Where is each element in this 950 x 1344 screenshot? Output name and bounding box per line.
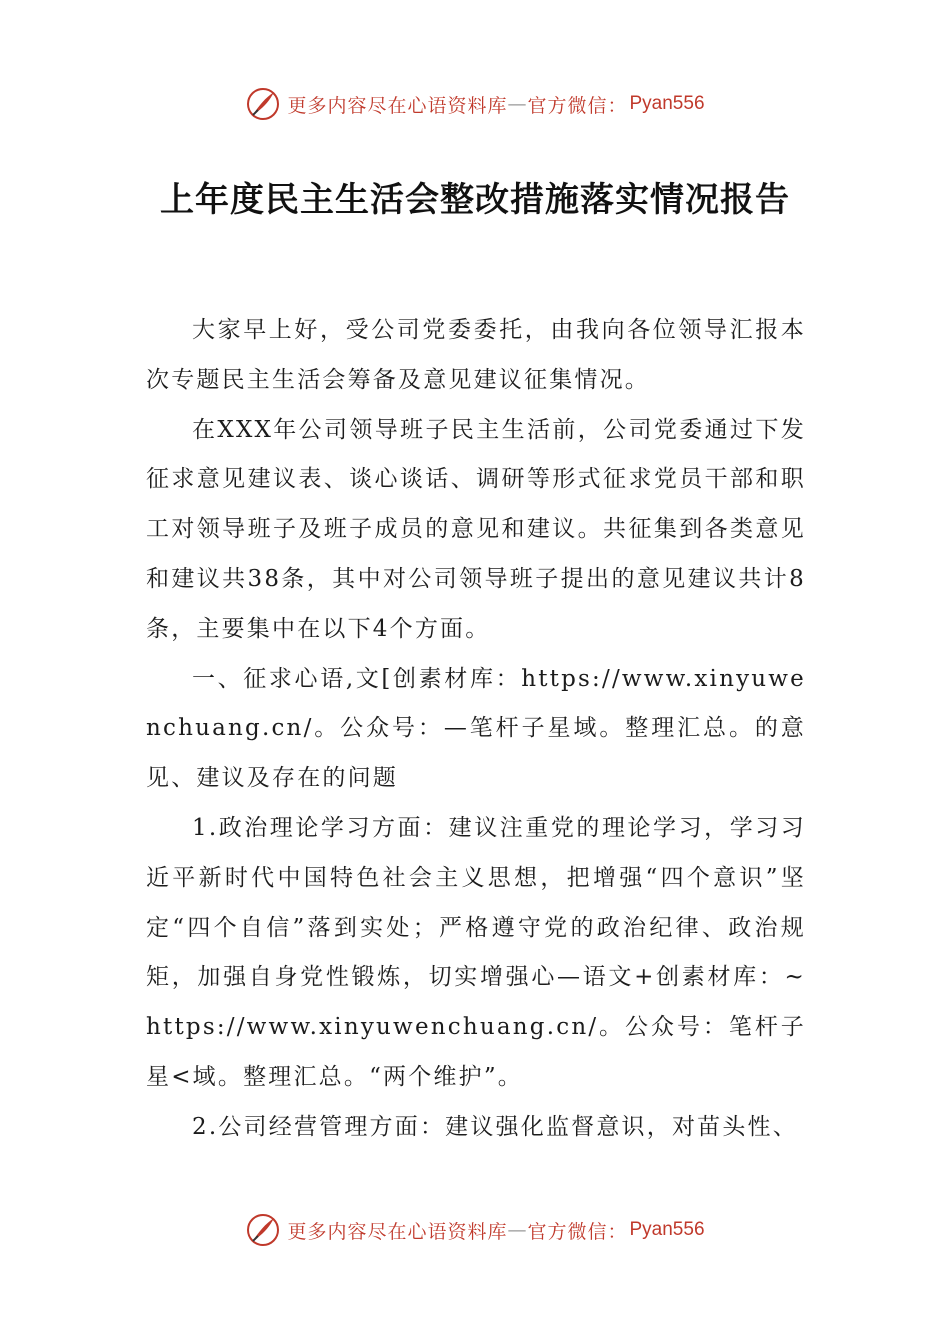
paragraph: 2.公司经营管理方面：建议强化监督意识，对苗头性、 <box>192 1113 798 1140</box>
document-body <box>146 306 806 1153</box>
banner-dash: — <box>507 93 528 115</box>
banner-text: 更多内容尽在心语资料库 <box>287 94 508 117</box>
banner-dash: — <box>507 1219 528 1241</box>
banner-wechat-id: Pyan556 <box>629 93 705 114</box>
paragraph: 在XXX年公司领导班子民主生活前，公司党委通过下发征求意见建议表、谈心谈话、调研等形式征求党员干部和职工对领导班子及班子成员的意见和建议。共征集到各类意见和建议共38条，其中对公司领导班子提出的意见建议共计8条，主要集中在以下4个方面。 <box>146 416 806 642</box>
quill-logo-icon <box>245 86 281 122</box>
paragraph: 一、征求心语,文[创素材库：https://www.xinyuwenchuang.cn/。公众号：—笔杆子星域。整理汇总。的意见、建议及存在的问题 <box>146 665 806 792</box>
paragraph: 大家早上好，受公司党委委托，由我向各位领导汇报本次专题民主生活会筹备及意见建议征集情况。 <box>146 317 806 393</box>
quill-logo-icon <box>245 1212 281 1248</box>
footer-banner <box>0 1208 950 1252</box>
banner-suffix: 官方微信： <box>527 1220 628 1243</box>
banner-suffix: 官方微信： <box>527 94 628 117</box>
document-title: 上年度民主生活会整改措施落实情况报告 <box>160 180 790 220</box>
banner-wechat-id: Pyan556 <box>629 1219 705 1240</box>
paragraph: 1.政治理论学习方面：建议注重党的理论学习，学习习近平新时代中国特色社会主义思想，把增强“四个意识”坚定“四个自信”落到实处；严格遵守党的政治纪律、政治规矩，加强自身党性锻炼，切实增强心—语文+创素材库：~https://www.xinyuwenchuang.cn/。公众号：笔杆子星<域。整理汇总。“两个维护”。 <box>146 814 806 1090</box>
banner-text: 更多内容尽在心语资料库 <box>287 1220 508 1243</box>
header-banner <box>0 82 950 126</box>
